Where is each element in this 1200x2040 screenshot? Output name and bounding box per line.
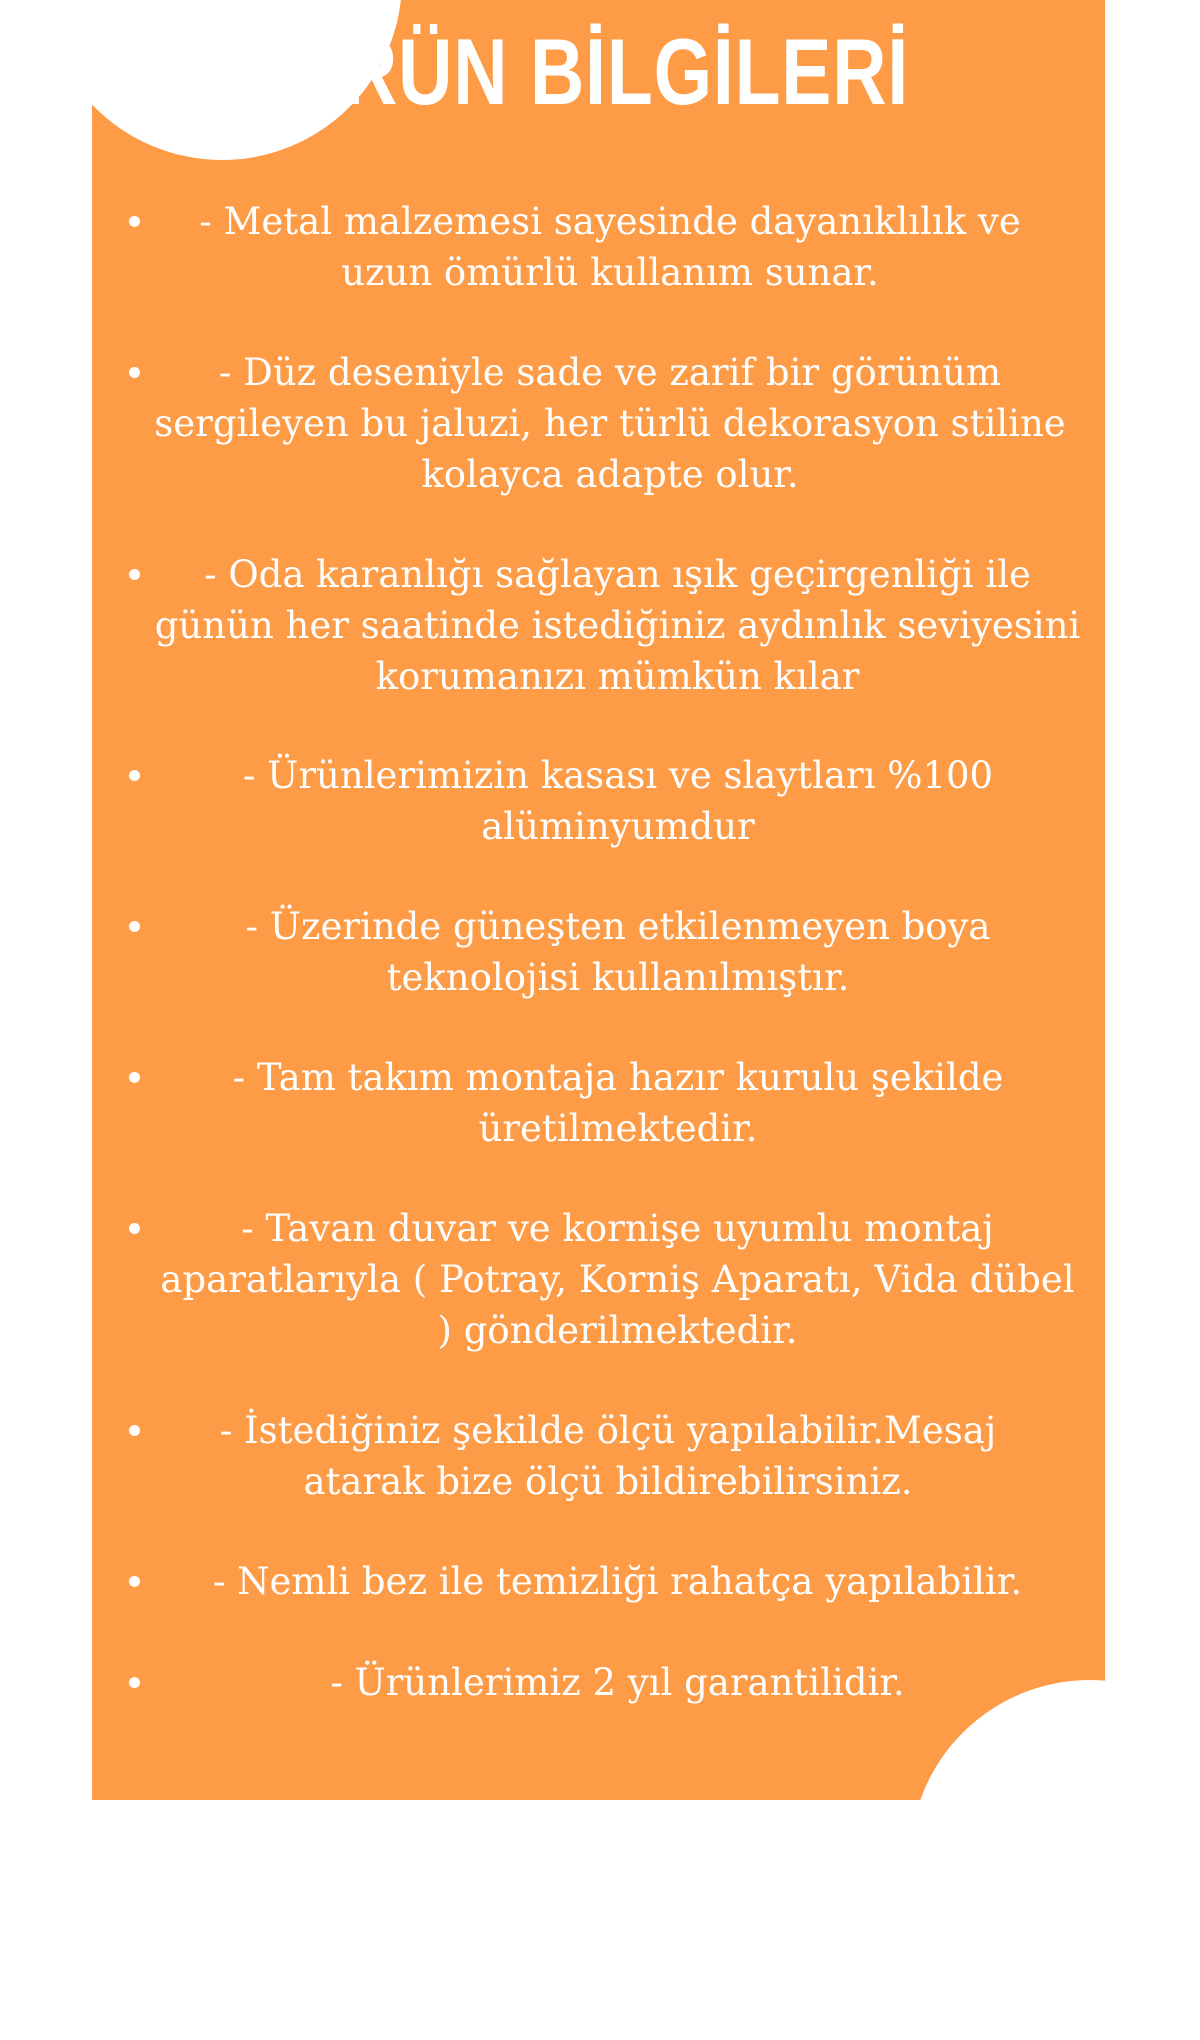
list-item-text: - Metal malzemesi sayesinde dayanıklılık ve uzun ömürlü kullanım sunar.: [199, 200, 1021, 294]
bullet-icon: [129, 216, 140, 227]
bullet-icon: [129, 770, 140, 781]
list-item-text: - Ürünlerimiz 2 yıl garantilidir.: [330, 1661, 905, 1704]
list-item-text: - Tavan duvar ve kornişe uyumlu montaj aparatlarıyla ( Potray, Korniş Aparatı, Vida dübel ) gönderilmektedir.: [160, 1207, 1075, 1352]
page-title: ÜRÜN BİLGİLERİ: [287, 19, 910, 124]
list-item-text: - Oda karanlığı sağlayan ışık geçirgenliği ile günün her saatinde istediğiniz aydınlık seviyesini korumanızı mümkün kılar: [154, 553, 1081, 698]
bullet-icon: [129, 569, 140, 580]
bullet-icon: [129, 1223, 140, 1234]
list-item-text: - Düz deseniyle sade ve zarif bir görünüm sergileyen bu jaluzi, her türlü dekorasyon stiline kolayca adapte olur.: [154, 351, 1066, 496]
bullet-icon: [129, 921, 140, 932]
list-item-text: - Tam takım montaja hazır kurulu şekilde üretilmektedir.: [232, 1056, 1004, 1150]
bullet-icon: [129, 1072, 140, 1083]
list-item-text: - Nemli bez ile temizliği rahatça yapılabilir.: [212, 1560, 1023, 1603]
bullet-icon: [129, 1425, 140, 1436]
list-item-text: - Üzerinde güneşten etkilenmeyen boya teknolojisi kullanılmıştır.: [245, 905, 991, 999]
bullet-icon: [129, 367, 140, 378]
list-item-text: - İstediğiniz şekilde ölçü yapılabilir.Mesaj atarak bize ölçü bildirebilirsiniz.: [219, 1409, 997, 1503]
bullet-icon: [129, 1677, 140, 1688]
bullet-icon: [129, 1576, 140, 1587]
list-item-text: - Ürünlerimizin kasası ve slaytları %100 alüminyumdur: [242, 754, 994, 848]
